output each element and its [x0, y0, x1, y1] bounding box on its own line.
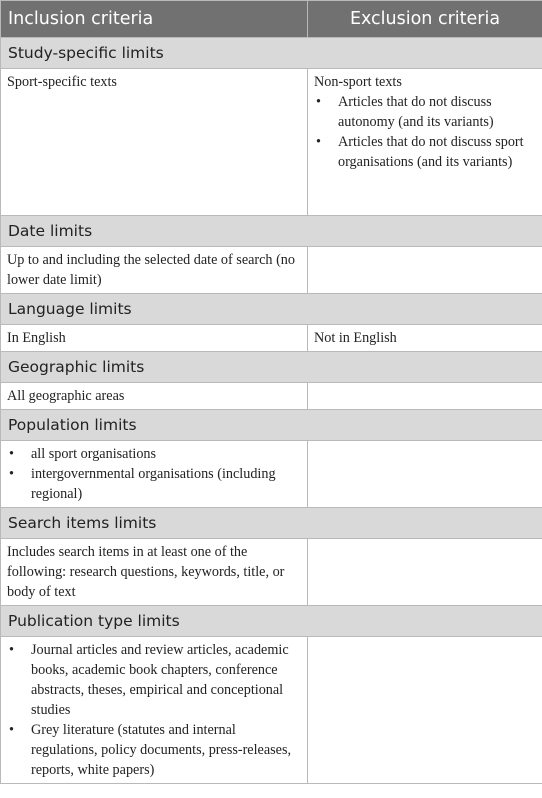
list-item: • Articles that do not discuss sport organisations (and its variants) — [314, 132, 536, 172]
section-row-geographic — [1, 352, 542, 383]
section-row-date — [1, 216, 542, 247]
exclusion-cell-language: Not in English — [308, 325, 542, 352]
section-title-date: Date limits — [1, 216, 542, 247]
exclusion-intro: Non-sport texts — [314, 74, 402, 90]
inclusion-list-publication-type — [7, 640, 301, 780]
section-row-publication-type — [1, 606, 542, 637]
list-item: • Grey literature (statutes and internal regulations, policy documents, press-releases, reports, white papers) — [7, 720, 301, 780]
section-row-search-items — [1, 508, 542, 539]
exclusion-cell-geographic — [308, 383, 542, 410]
section-title-geographic: Geographic limits — [1, 352, 542, 383]
inclusion-cell-geographic: All geographic areas — [1, 383, 308, 410]
section-title-search-items: Search items limits — [1, 508, 542, 539]
header-row — [1, 1, 542, 38]
section-row-population — [1, 410, 542, 441]
criteria-row-language — [1, 325, 542, 352]
exclusion-cell-publication-type — [308, 637, 542, 784]
list-item: • Articles that do not discuss autonomy (and its variants) — [314, 92, 536, 132]
exclusion-cell-study-specific — [308, 69, 542, 216]
inclusion-cell-publication-type — [1, 637, 308, 784]
list-item: • Journal articles and review articles, academic books, academic book chapters, conference abstracts, theses, empirical and conceptional studies — [7, 640, 301, 720]
exclusion-list-study-specific — [314, 92, 536, 172]
section-row-study-specific — [1, 38, 542, 69]
inclusion-cell-language: In English — [1, 325, 308, 352]
criteria-row-date — [1, 247, 542, 294]
criteria-row-geographic — [1, 383, 542, 410]
section-row-language — [1, 294, 542, 325]
inclusion-cell-search-items: Includes search items in at least one of the following: research questions, keywords, title, or body of text — [1, 539, 308, 606]
criteria-row-study-specific — [1, 69, 542, 216]
criteria-row-publication-type — [1, 637, 542, 784]
section-title-publication-type: Publication type limits — [1, 606, 542, 637]
criteria-row-search-items — [1, 539, 542, 606]
list-item: • intergovernmental organisations (including regional) — [7, 464, 301, 504]
list-item: • all sport organisations — [7, 444, 301, 464]
exclusion-cell-search-items — [308, 539, 542, 606]
section-title-population: Population limits — [1, 410, 542, 441]
exclusion-cell-date — [308, 247, 542, 294]
inclusion-criteria-header: Inclusion criteria — [1, 1, 308, 38]
inclusion-cell-date: Up to and including the selected date of search (no lower date limit) — [1, 247, 308, 294]
exclusion-cell-population — [308, 441, 542, 508]
exclusion-criteria-header: Exclusion criteria — [308, 1, 542, 38]
inclusion-cell-study-specific: Sport-specific texts — [1, 69, 308, 216]
section-title-study-specific: Study-specific limits — [1, 38, 542, 69]
inclusion-list-population — [7, 444, 301, 504]
criteria-row-population — [1, 441, 542, 508]
inclusion-cell-population — [1, 441, 308, 508]
section-title-language: Language limits — [1, 294, 542, 325]
